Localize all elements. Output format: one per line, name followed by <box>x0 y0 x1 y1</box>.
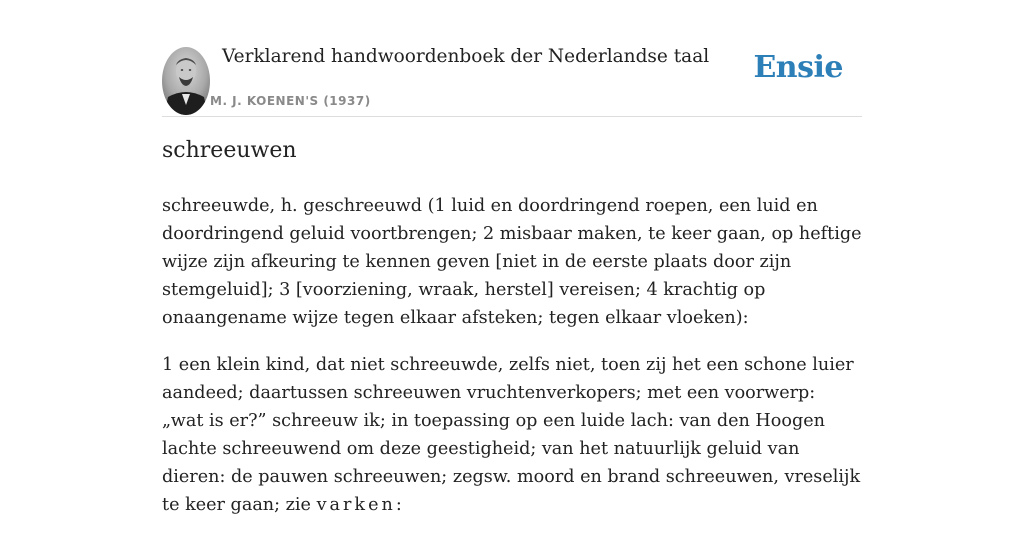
ensie-logo-link[interactable]: Ensie <box>753 50 843 85</box>
dictionary-author: M. J. KOENEN'S (1937) <box>210 94 371 108</box>
examples-text: 1 een klein kind, dat niet schreeuwde, zelfs niet, toen zij het een schone luier aandeed; daartussen schreeuwen vruchtenverkopers; met een voorwerp: „wat is er?” schreeuw ik; in toepassing op een luide lach: van den Hoogen lachte schreeuwend om deze geestigheid; van het natuurlijk geluid van dieren: de pauwen schreeuwen; zegsw. moord en brand schreeuwen, vreselijk te keer gaan; <box>162 355 861 515</box>
page <box>162 0 862 515</box>
entry-examples <box>162 351 862 519</box>
cross-ref-suffix: : <box>395 495 402 515</box>
entry-definition: schreeuwde, h. geschreeuwd (1 luid en doordringend roepen, een luid en doordringend geluid voortbrengen; 2 misbaar maken, te keer gaan, op heftige wijze zijn afkeuring te kennen geven [niet in de eerste plaats door zijn stemgeluid]; 3 [voorziening, wraak, herstel] vereisen; 4 krachtig op onaangename wijze tegen elkaar afsteken; tegen elkaar vloeken): <box>162 196 862 328</box>
entry-body <box>162 192 862 538</box>
cross-ref-prefix: zie <box>285 495 311 515</box>
dictionary-title: Verklarend handwoordenboek der Nederlandse taal <box>222 46 710 67</box>
entry-headword: schreeuwen <box>162 138 297 163</box>
header <box>162 0 862 117</box>
author-portrait <box>162 47 210 115</box>
cross-ref-varken: varken <box>316 495 396 515</box>
